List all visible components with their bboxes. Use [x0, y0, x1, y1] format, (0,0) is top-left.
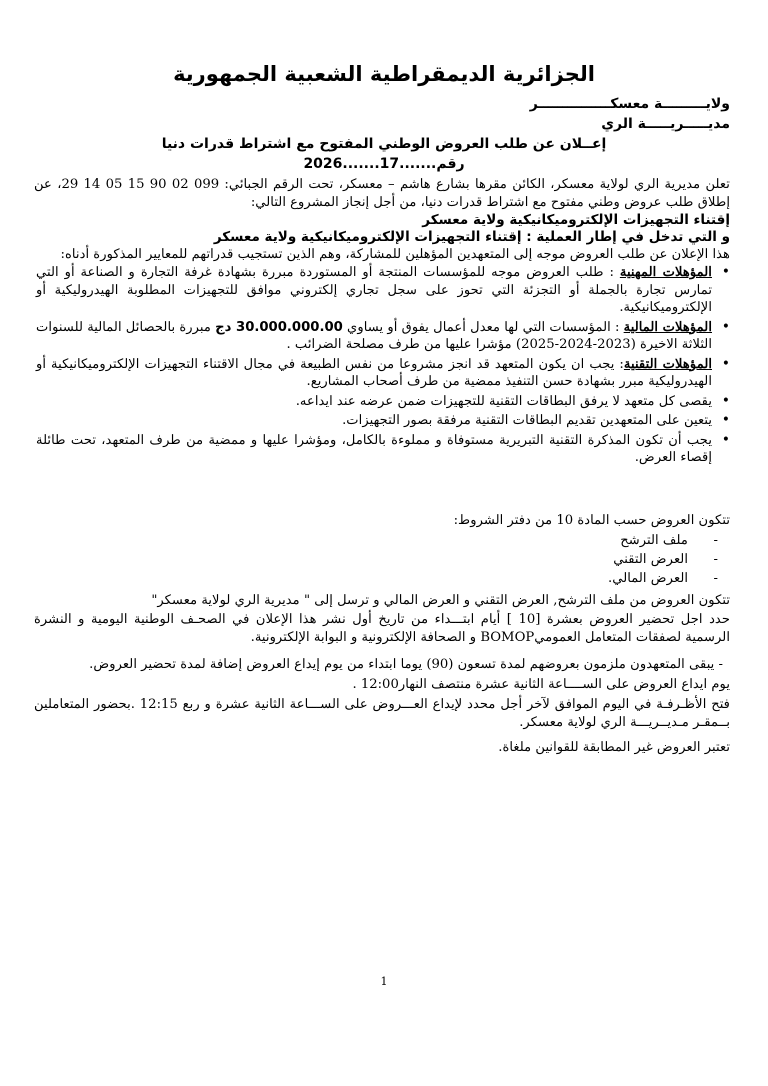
- closing-p4: يوم ايداع العروض على الســــاعة الثانية عشرة منتصف النهار12:00 .: [352, 677, 730, 692]
- directorate-line: مديـــــريـــــة الري: [601, 116, 730, 132]
- closing-p1: تتكون العروض من ملف الترشح, العرض التقني و العرض المالي و ترسل إلى " مديرية الري لولاية معسكر": [151, 593, 730, 608]
- criteria-professional: [36, 264, 712, 317]
- operation-title: و التي تدخل في إطار العملية : إقتناء التجهيزات الإلكتروميكانيكية ولاية معسكر: [213, 229, 730, 245]
- criteria-list: [36, 264, 730, 469]
- criteria-financial: [36, 319, 712, 354]
- criteria-text: : يجب ان يكون المتعهد قد انجز مشروعا من نفس الطبيعة في مجال الاقتناء التجهيزات الإلكتروميكانيكية أو الهيدروليكية مبرر بشهادة حسن التنفيذ ممضية من طرف أصحاب المشاريع.: [36, 356, 712, 389]
- rule-item: • يجب أن تكون المذكرة التقنية التبريرية مستوفاة و مملوءة بالكامل، ومؤشرا عليها و ممضية من طرف المتعهد، تحت طائلة إقصاء العرض.: [36, 432, 712, 467]
- criteria-text-2: مبررة بالحصائل المالية للسنوات الثلاثة الاخيرة (2023-2024-2025) مؤشرا عليها من طرف مصلحة الضرائب .: [36, 319, 712, 352]
- criteria-label: المؤهلات المهنية: [619, 265, 712, 280]
- offer-parts-list: [88, 531, 688, 588]
- criteria-label: المؤهلات المالية: [623, 319, 712, 335]
- addressed-paragraph: هذا الإعلان عن طلب العروض موجه إلى المتعهدين المؤهلين للمشاركة، وهم الذين تستجيب قدراتهم للمعايير المذكورة أدناه:: [60, 247, 730, 262]
- announcement-number: رقم.......17.......2026: [303, 156, 465, 172]
- rule-item: • يتعين على المتعهدين تقديم البطاقات التقنية مرفقة بصور التجهيزات.: [36, 412, 712, 430]
- offer-part: - العرض التقني: [88, 550, 688, 569]
- amount-value: 30.000.000.00 دج: [215, 319, 343, 335]
- intro-paragraph: تعلن مديرية الري لولاية معسكر، الكائن مقرها بشارع هاشم – معسكر، تحت الرقم الجبائي: 099 02 90 15 05 14 29، عن إطلاق طلب عروض وطني مفتوح مع اشتراط قدرات دنيا، من أجل إنجاز المشروع التالي:: [34, 177, 730, 210]
- criteria-technical: [36, 356, 712, 391]
- rule-item: • يقصى كل متعهد لا يرفق البطاقات التقنية للتجهيزات ضمن عرضه عند ايداعه.: [36, 393, 712, 411]
- page-title: الجزائرية الديمقراطية الشعبية الجمهورية: [173, 62, 595, 86]
- wilaya-line: ولايـــــــــة معسكـــــــــــــــر: [529, 96, 730, 112]
- criteria-text: : طلب العروض موجه للمؤسسات المنتجة أو المستوردة مبررة بشهادة غرفة التجارة و الصناعة أو التي تمارس تجارة بالجملة أو التجزئة التي تحوز على سجل تجاري إلكتروني موافق للتجهيزات المطلوبة الهيدروليكية أو الإلكتروميكانيكية.: [36, 265, 712, 315]
- closing-p2: حدد اجل تحضير العروض بعشرة [10 ] أيام ابتـــداء من تاريخ أول نشر هذا الإعلان في الصحـف الوطنية اليومية و النشرة الرسمية لصفقات المتعامل العموميBOMOP و الصحافة الإلكترونية و البوابة الإلكترونية.: [34, 612, 731, 645]
- closing-p5: فتح الأظـرفـة في اليوم الموافق لآخر أجل محدد لإيداع العـــروض على الســـاعة الثانية عشرة و ربع 12:15 .بحضور المتعاملين بــمقـر مـديــريـــة الري لولاية معسكر.: [34, 697, 730, 730]
- page-number: 1: [380, 975, 388, 988]
- offer-part: - العرض المالي.: [88, 569, 688, 588]
- closing-p3: - يبقى المتعهدون ملزمون بعروضهم لمدة تسعون (90) يوما ابتداء من يوم إيداع العروض إضافة لمدة تحضير العروض.: [89, 657, 723, 672]
- offers-intro: تتكون العروض حسب المادة 10 من دفتر الشروط:: [453, 513, 730, 528]
- criteria-label: المؤهلات التقنية: [623, 356, 712, 372]
- announcement-heading: إعــلان عن طلب العروض الوطني المفتوح مع اشتراط قدرات دنيا: [161, 136, 607, 152]
- criteria-text: : المؤسسات التي لها معدل أعمال يفوق أو يساوي: [342, 319, 624, 335]
- offer-part: - ملف الترشح: [88, 531, 688, 550]
- closing-p6: تعتبر العروض غير المطابقة للقوانين ملغاة.: [498, 740, 730, 755]
- project-title: إقتناء التجهيزات الإلكتروميكانيكية ولاية معسكر: [422, 212, 730, 228]
